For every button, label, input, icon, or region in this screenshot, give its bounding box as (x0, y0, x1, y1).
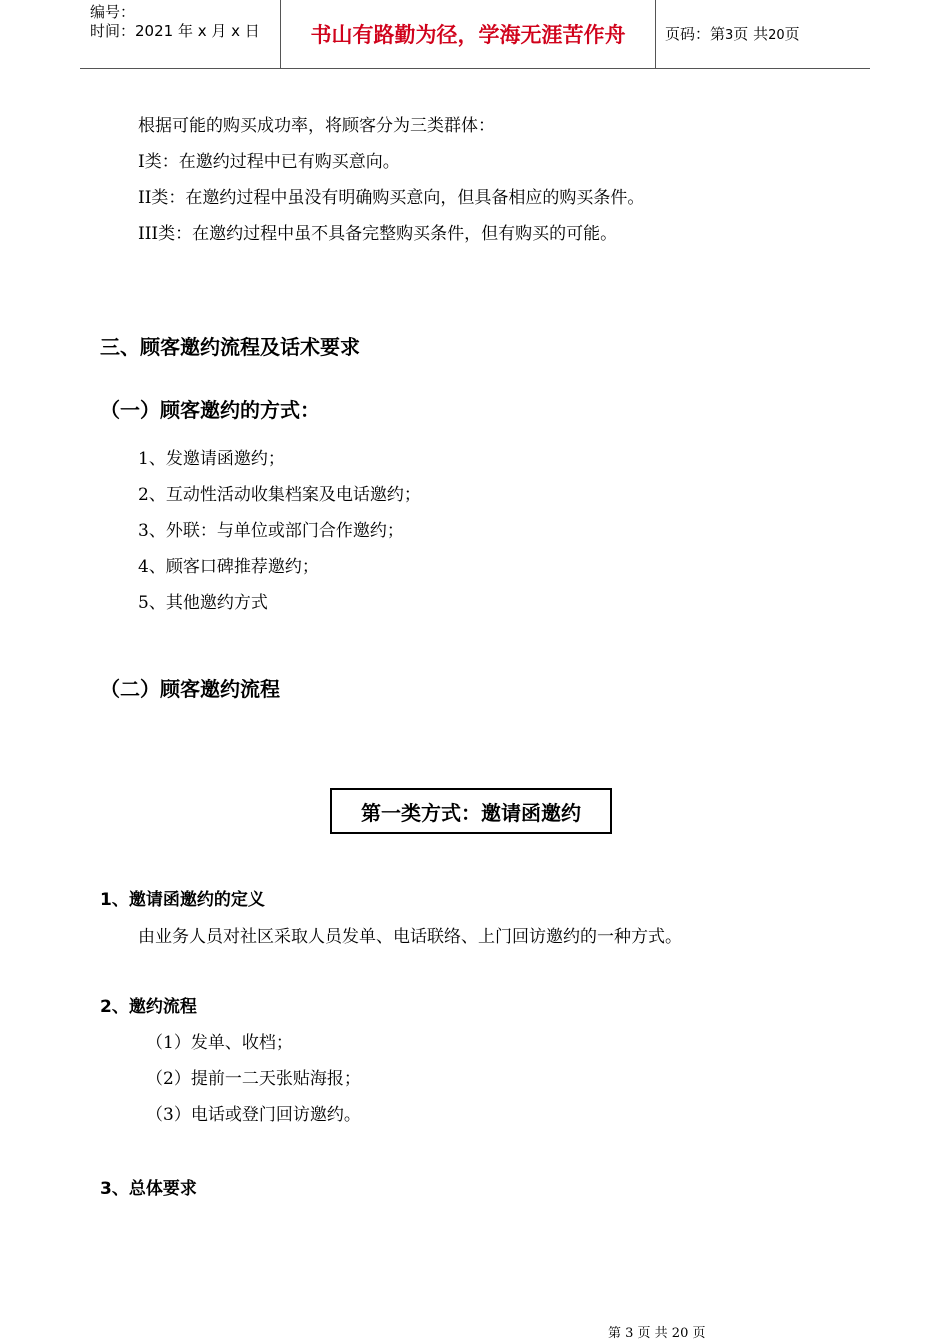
method-item: 2、互动性活动收集档案及电话邀约； (138, 485, 421, 505)
header-meta-cell (80, 0, 280, 68)
header-page-number (665, 24, 800, 46)
document-date: 时间：2021 年 x 月 x 日 (90, 22, 260, 40)
definition-title: 1、邀请函邀约的定义 (100, 890, 265, 910)
page-prefix: 页码：第 (665, 25, 726, 43)
method-item: 5、其他邀约方式 (138, 593, 268, 613)
header-motto: 书山有路勤为径，学海无涯苦作舟 (310, 23, 626, 47)
page-current: 3 (725, 28, 734, 43)
method-item: 3、外联：与单位或部门合作邀约； (138, 521, 404, 541)
group-item: II类：在邀约过程中虽没有明确购买意向，但具备相应的购买条件。 (138, 188, 645, 208)
page-header (80, 0, 870, 69)
flow-title: 2、邀约流程 (100, 997, 197, 1017)
flow-item: （1）发单、收档； (146, 1033, 293, 1053)
group-item: III类：在邀约过程中虽不具备完整购买条件，但有购买的可能。 (138, 224, 618, 244)
subsection-title: （一）顾客邀约的方式： (100, 398, 320, 422)
definition-text: 由业务人员对社区采取人员发单、电话联络、上门回访邀约的一种方式。 (138, 927, 682, 947)
section-title: 三、顾客邀约流程及话术要求 (100, 335, 360, 359)
group-item: I类：在邀约过程中已有购买意向。 (138, 152, 400, 172)
subsection-title: （二）顾客邀约流程 (100, 677, 280, 701)
header-motto-cell (280, 0, 656, 68)
intro-lead: 根据可能的购买成功率，将顾客分为三类群体： (138, 116, 495, 136)
document-code-label: 编号： (90, 3, 136, 21)
page-total: 20 (768, 28, 785, 43)
page-mid: 页 共 (733, 25, 769, 43)
method-box-title: 第一类方式：邀请函邀约 (330, 788, 612, 834)
requirements-title: 3、总体要求 (100, 1179, 197, 1199)
method-item: 4、顾客口碑推荐邀约； (138, 557, 319, 577)
flow-item: （3）电话或登门回访邀约。 (146, 1105, 361, 1125)
page-suffix: 页 (784, 25, 800, 43)
page-footer: 第 3 页 共 20 页 (608, 1326, 706, 1341)
method-item: 1、发邀请函邀约； (138, 449, 285, 469)
header-page-cell (655, 0, 870, 68)
flow-item: （2）提前一二天张贴海报； (146, 1069, 361, 1089)
